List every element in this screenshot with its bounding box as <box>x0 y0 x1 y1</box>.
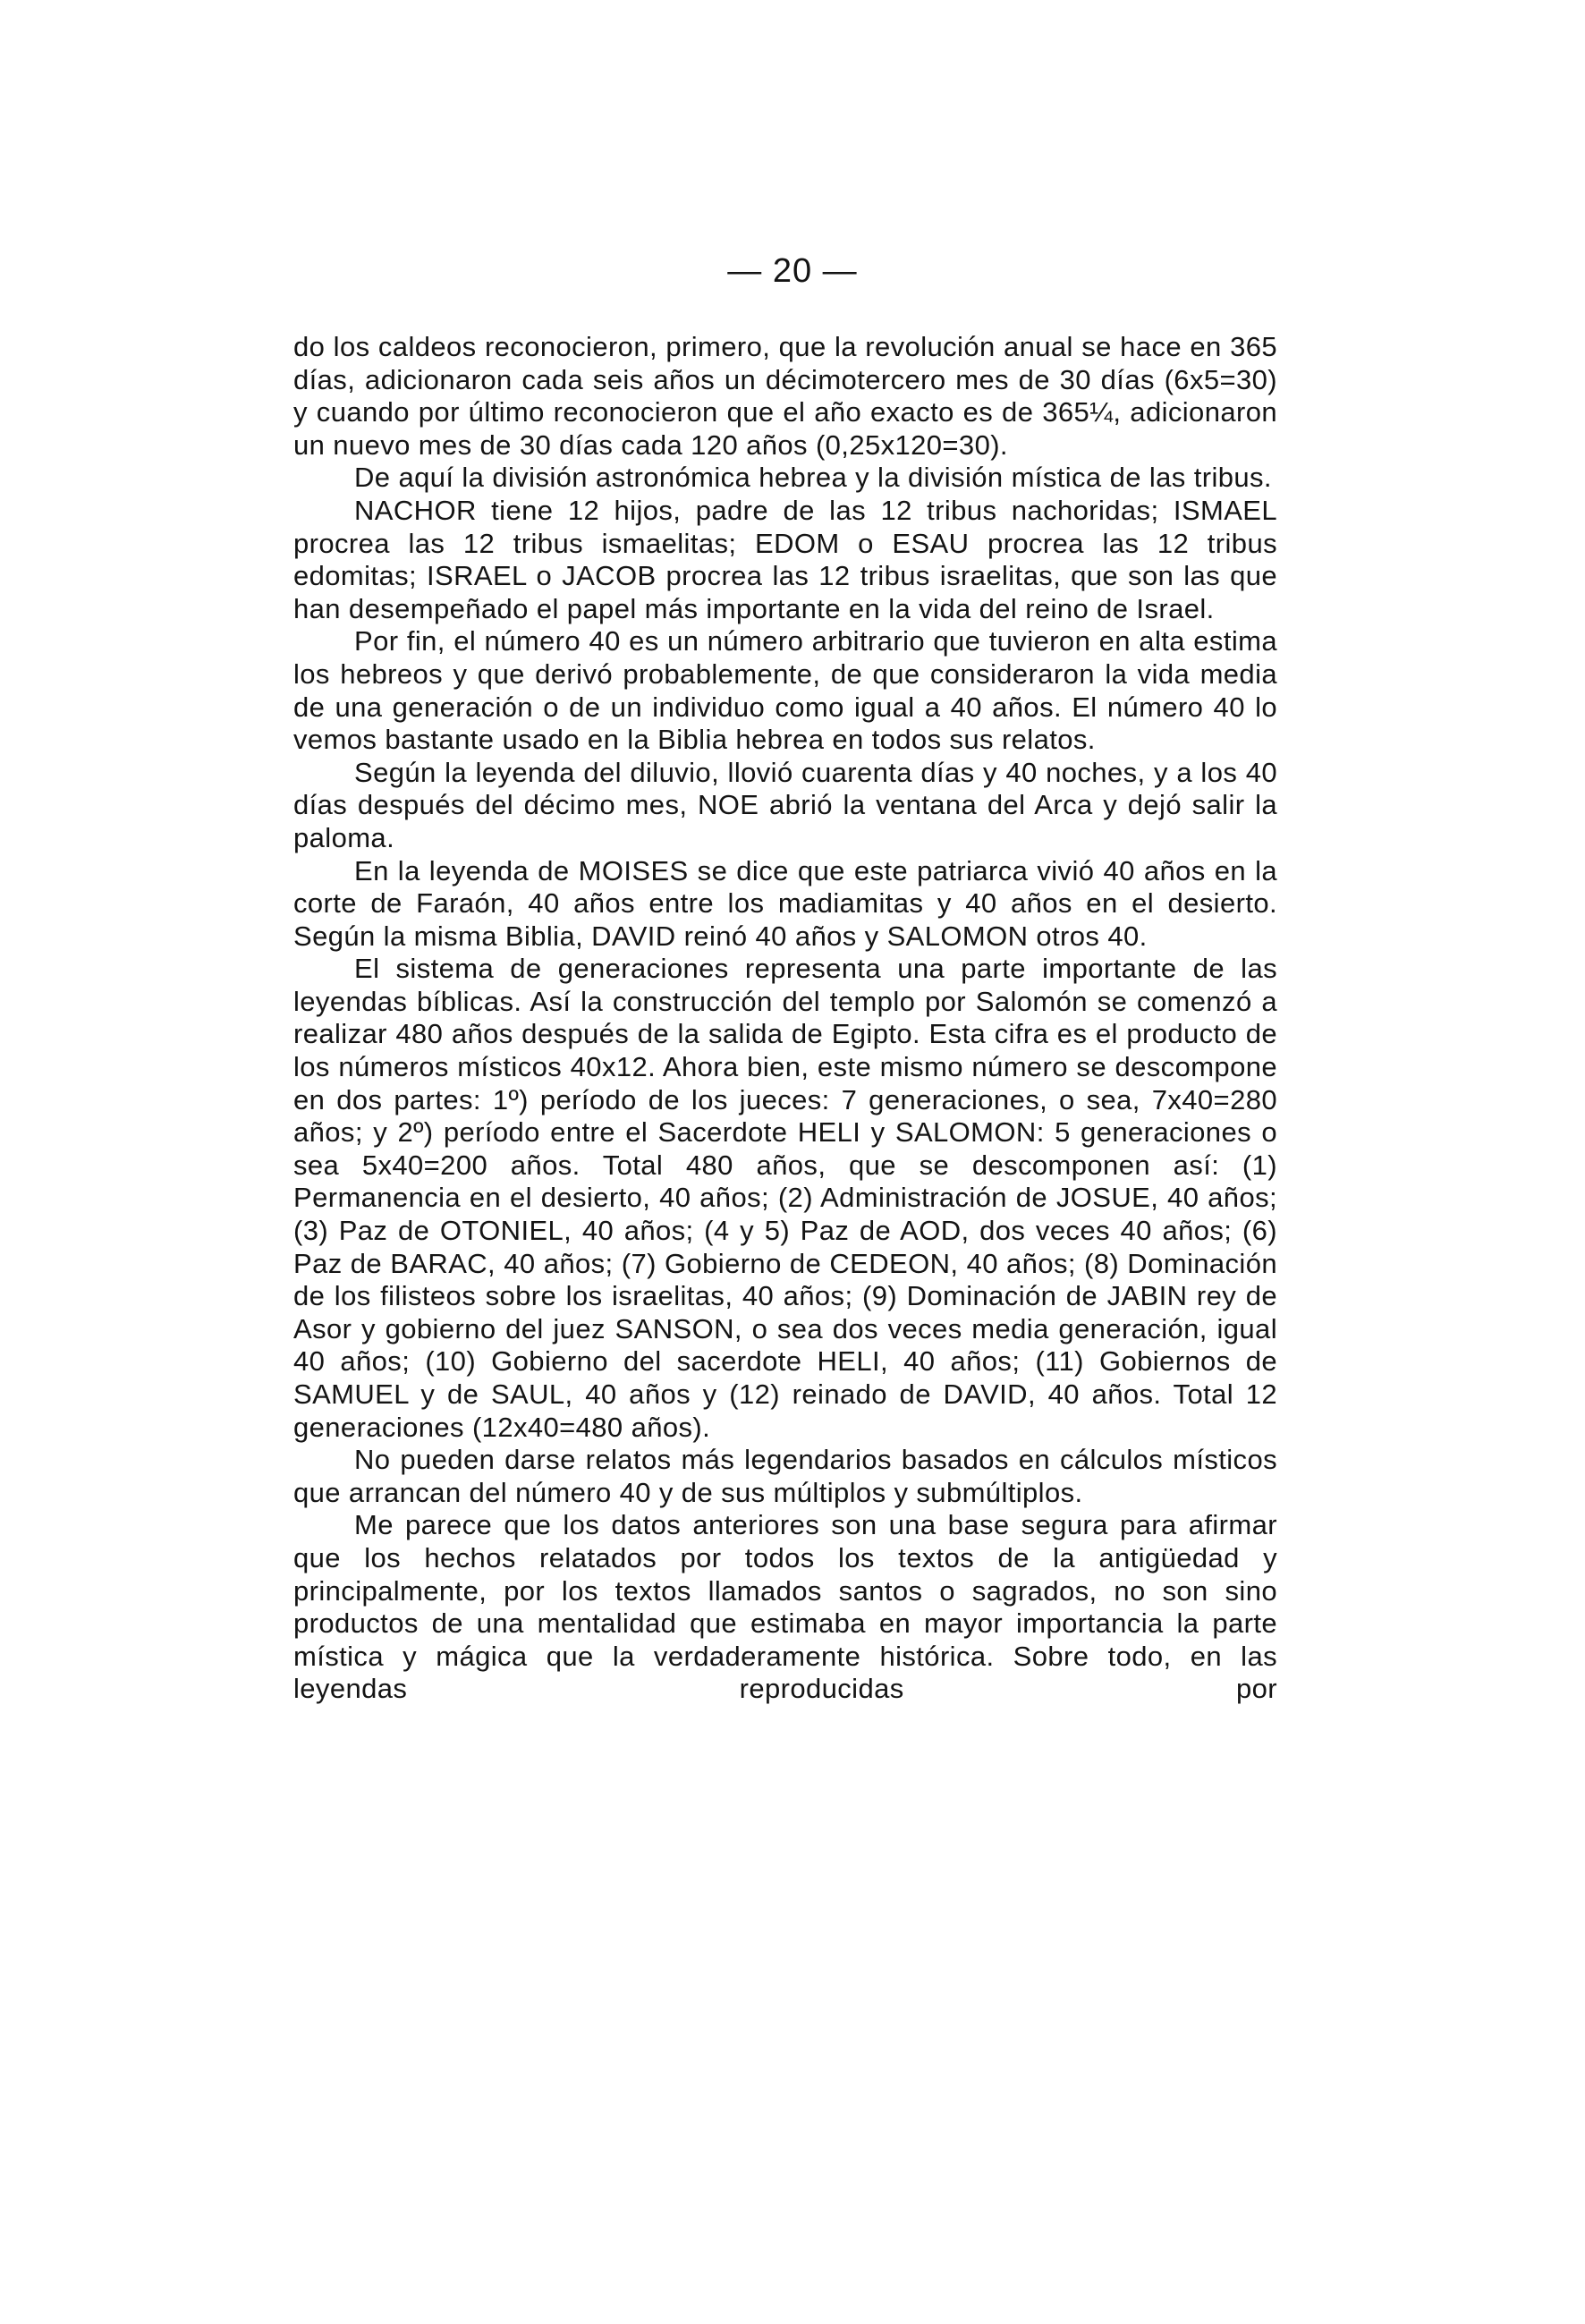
paragraph-moses: En la leyenda de MOISES se dice que este patriarca vivió 40 años en la corte de Faraón, 40 años entre los madiamitas y 40 años en el desierto. Según la misma Biblia, DAVID reinó 40 años y SALOMON otros 40. <box>293 854 1277 952</box>
paragraph-continued: do los caldeos reconocieron, primero, que la revolución anual se hace en 365 días, adicionaron cada seis años un décimotercero mes de 30 días (6x5=30) y cuando por último reconocieron que el año exacto es de 365¼, adicionaron un nuevo mes de 30 días cada 120 años (0,25x120=30). <box>293 331 1277 461</box>
paragraph-tribes: NACHOR tiene 12 hijos, padre de las 12 tribus nachoridas; ISMAEL procrea las 12 tribus ismaelitas; EDOM o ESAU procrea las 12 tribus edomitas; ISRAEL o JACOB procrea las 12 tribus israelitas, que son las que han desempeñado el papel más importante en la vida del reino de Israel. <box>293 494 1277 624</box>
paragraph-conclusion: Me parece que los datos anteriores son una base segura para afirmar que los hechos relatados por todos los textos de la antigüedad y principalmente, por los textos llamados santos o sagrados, no son sino productos de una mentalidad que estimaba en mayor importancia la parte mística y mágica que la verdaderamente histórica. Sobre todo, en las leyendas reproducidas por <box>293 1509 1277 1705</box>
paragraph-legendary-accounts: No pueden darse relatos más legendarios basados en cálculos místicos que arrancan del número 40 y de sus múltiplos y submúltiplos. <box>293 1444 1277 1508</box>
paragraph-astronomical-division: De aquí la división astronómica hebrea y la división mística de las tribus. <box>354 462 1272 494</box>
body-text <box>293 331 1277 1706</box>
paragraph-flood: Según la leyenda del diluvio, llovió cuarenta días y 40 noches, y a los 40 días después del décimo mes, NOE abrió la ventana del Arca y dejó salir la paloma. <box>293 756 1277 853</box>
paragraph-number-forty: Por fin, el número 40 es un número arbitrario que tuvieron en alta estima los hebreos y que derivó probablemente, de que consideraron la vida media de una generación o de un individuo como igual a 40 años. El número 40 lo vemos bastante usado en la Biblia hebrea en todos sus relatos. <box>293 625 1277 756</box>
paragraph-generations: El sistema de generaciones representa una parte importante de las leyendas bíblicas. Así la construcción del templo por Salomón se comenzó a realizar 480 años después de la salida de Egipto. Esta cifra es el producto de los números místicos 40x12. Ahora bien, este mismo número se descompone en dos partes: 1º) período de los jueces: 7 generaciones, o sea, 7x40=280 años; y 2º) período entre el Sacerdote HELI y SALOMON: 5 generaciones o sea 5x40=200 años. Total 480 años, que se descomponen así: (1) Permanencia en el desierto, 40 años; (2) Administración de JOSUE, 40 años; (3) Paz de OTONIEL, 40 años; (4 y 5) Paz de AOD, dos veces 40 años; (6) Paz de BARAC, 40 años; (7) Gobierno de CEDEON, 40 años; (8) Dominación de los filisteos sobre los israelitas, 40 años; (9) Dominación de JABIN rey de Asor y gobierno del juez SANSON, o sea dos veces media generación, igual 40 años; (10) Gobierno del sacerdote HELI, 40 años; (11) Gobiernos de SAMUEL y de SAUL, 40 años y (12) reinado de DAVID, 40 años. Total 12 generaciones (12x40=480 años). <box>293 953 1277 1443</box>
page-number: — 20 — <box>727 252 858 290</box>
